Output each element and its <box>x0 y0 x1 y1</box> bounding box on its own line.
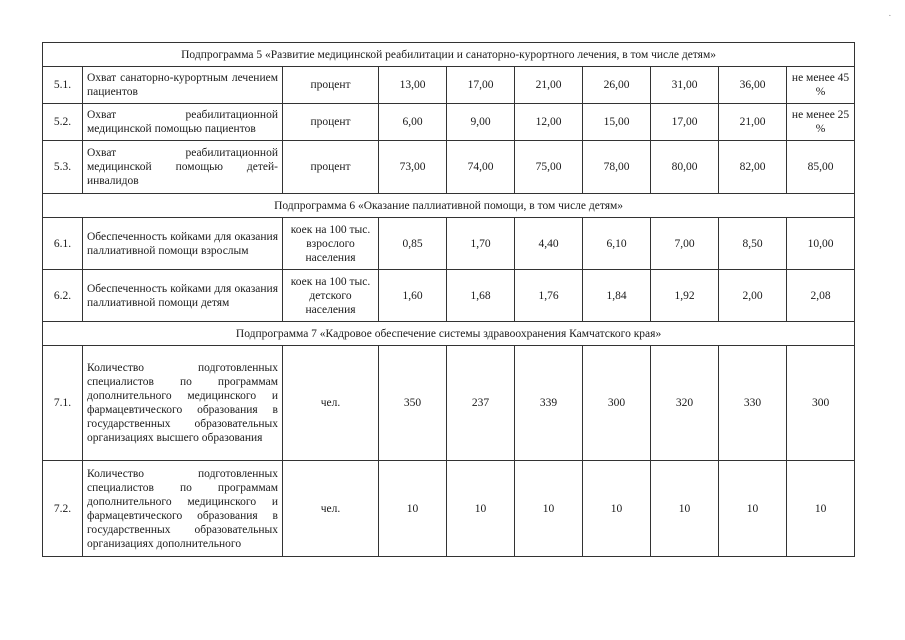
unit-cell: чел. <box>283 346 379 461</box>
value-cell: 1,60 <box>379 270 447 322</box>
value-cell: 21,00 <box>515 67 583 104</box>
value-cell: 6,00 <box>379 104 447 141</box>
value-cell: 1,70 <box>447 218 515 270</box>
value-cell: 15,00 <box>583 104 651 141</box>
value-cell: 85,00 <box>787 141 855 194</box>
value-cell: 26,00 <box>583 67 651 104</box>
row-number: 5.2. <box>43 104 83 141</box>
value-cell: 10 <box>787 461 855 557</box>
unit-cell: коек на 100 тыс. взрослого населения <box>283 218 379 270</box>
corner-mark: . <box>888 8 891 18</box>
value-cell: 31,00 <box>651 67 719 104</box>
value-cell: не менее 25 % <box>787 104 855 141</box>
value-cell: 80,00 <box>651 141 719 194</box>
value-cell: 2,00 <box>719 270 787 322</box>
table-row <box>43 104 855 141</box>
value-cell: 9,00 <box>447 104 515 141</box>
value-cell: 0,85 <box>379 218 447 270</box>
table-row <box>43 461 855 557</box>
indicator-name: Охват санаторно-курортным лечением пациентов <box>83 67 283 104</box>
value-cell: 17,00 <box>447 67 515 104</box>
value-cell: не менее 45 % <box>787 67 855 104</box>
section-title: Подпрограмма 7 «Кадровое обеспечение системы здравоохранения Камчатского края» <box>43 322 855 346</box>
value-cell: 10 <box>651 461 719 557</box>
value-cell: 21,00 <box>719 104 787 141</box>
value-cell: 2,08 <box>787 270 855 322</box>
value-cell: 237 <box>447 346 515 461</box>
unit-cell: коек на 100 тыс. детского населения <box>283 270 379 322</box>
value-cell: 10 <box>447 461 515 557</box>
value-cell: 74,00 <box>447 141 515 194</box>
value-cell: 13,00 <box>379 67 447 104</box>
section-header-row <box>43 194 855 218</box>
indicator-name: Охват реабилитационной медицинской помощью детей-инвалидов <box>83 141 283 194</box>
table-row <box>43 218 855 270</box>
row-number: 5.3. <box>43 141 83 194</box>
unit-cell: процент <box>283 67 379 104</box>
unit-cell: процент <box>283 141 379 194</box>
value-cell: 8,50 <box>719 218 787 270</box>
value-cell: 1,76 <box>515 270 583 322</box>
section-title: Подпрограмма 6 «Оказание паллиативной помощи, в том числе детям» <box>43 194 855 218</box>
value-cell: 10 <box>515 461 583 557</box>
indicator-name: Количество подготовленных специалистов по программам дополнительного медицинского и фармацевтического образования в государственных образовательных организациях высшего образования <box>83 346 283 461</box>
indicator-name: Обеспеченность койками для оказания паллиативной помощи детям <box>83 270 283 322</box>
value-cell: 300 <box>787 346 855 461</box>
unit-cell: процент <box>283 104 379 141</box>
unit-cell: чел. <box>283 461 379 557</box>
value-cell: 78,00 <box>583 141 651 194</box>
value-cell: 1,68 <box>447 270 515 322</box>
table-row <box>43 270 855 322</box>
section-header-row <box>43 43 855 67</box>
indicator-name: Охват реабилитационной медицинской помощью пациентов <box>83 104 283 141</box>
indicators-table <box>42 42 855 557</box>
value-cell: 300 <box>583 346 651 461</box>
value-cell: 320 <box>651 346 719 461</box>
value-cell: 73,00 <box>379 141 447 194</box>
table-row <box>43 346 855 461</box>
indicator-name: Количество подготовленных специалистов по программам дополнительного медицинского и фармацевтического образования в государственных образовательных организациях дополнительного <box>83 461 283 557</box>
indicator-name: Обеспеченность койками для оказания паллиативной помощи взрослым <box>83 218 283 270</box>
value-cell: 10,00 <box>787 218 855 270</box>
row-number: 5.1. <box>43 67 83 104</box>
value-cell: 7,00 <box>651 218 719 270</box>
table-row <box>43 141 855 194</box>
value-cell: 12,00 <box>515 104 583 141</box>
value-cell: 1,84 <box>583 270 651 322</box>
value-cell: 10 <box>379 461 447 557</box>
row-number: 6.1. <box>43 218 83 270</box>
value-cell: 17,00 <box>651 104 719 141</box>
table-row <box>43 67 855 104</box>
row-number: 7.2. <box>43 461 83 557</box>
row-number: 7.1. <box>43 346 83 461</box>
value-cell: 10 <box>719 461 787 557</box>
value-cell: 36,00 <box>719 67 787 104</box>
row-number: 6.2. <box>43 270 83 322</box>
value-cell: 4,40 <box>515 218 583 270</box>
value-cell: 82,00 <box>719 141 787 194</box>
value-cell: 10 <box>583 461 651 557</box>
value-cell: 330 <box>719 346 787 461</box>
value-cell: 75,00 <box>515 141 583 194</box>
value-cell: 6,10 <box>583 218 651 270</box>
section-title: Подпрограмма 5 «Развитие медицинской реабилитации и санаторно-курортного лечения, в том числе детям» <box>43 43 855 67</box>
value-cell: 339 <box>515 346 583 461</box>
value-cell: 350 <box>379 346 447 461</box>
value-cell: 1,92 <box>651 270 719 322</box>
section-header-row <box>43 322 855 346</box>
